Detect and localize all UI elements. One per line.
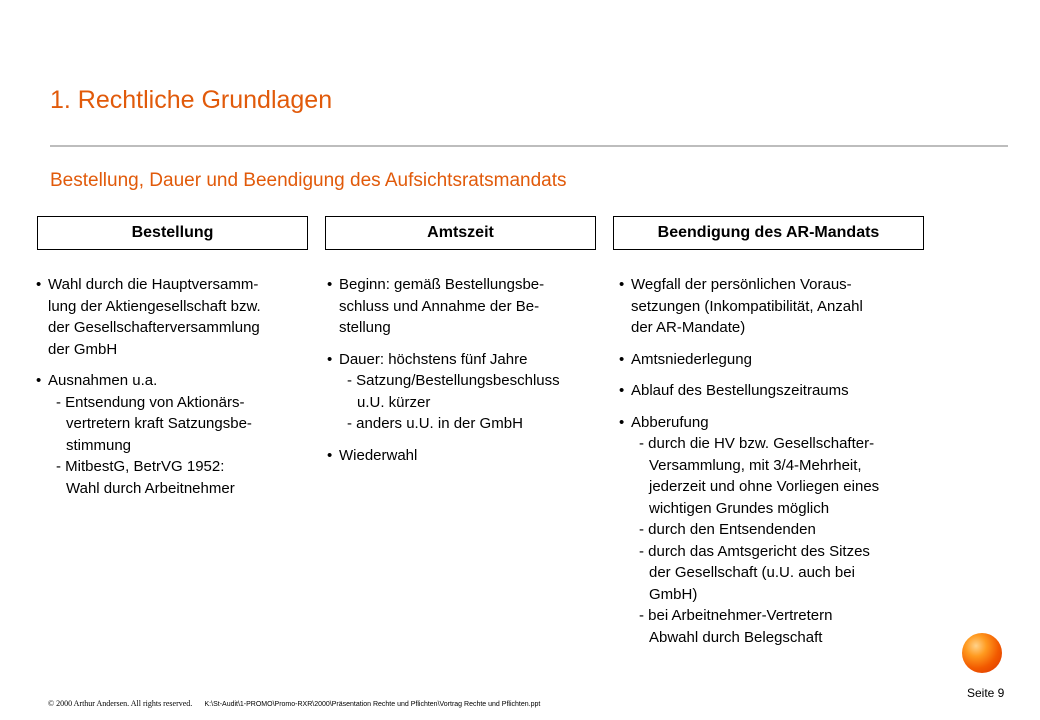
sub-item-line: vertretern kraft Satzungsbe- bbox=[66, 415, 252, 432]
column-beendigung bbox=[619, 274, 944, 658]
bullet-text bbox=[36, 274, 312, 296]
sub-item-line: - Satzung/Bestellungsbeschluss bbox=[347, 372, 560, 389]
sub-item-line: - Entsendung von Aktionärs- bbox=[56, 393, 245, 411]
bullet-text bbox=[619, 380, 944, 402]
sub-item-line: - durch die HV bzw. Gesellschafter- bbox=[639, 435, 875, 452]
footer-file-path: K:\St-Audit\1-PROMO\Promo-RXR\2000\Präsentation Rechte und Pflichten\Vortrag Rechte und Pflichten.ppt bbox=[204, 701, 541, 708]
sub-item-line: jederzeit und ohne Vorliegen eines bbox=[649, 478, 880, 495]
sub-item-line: stimmung bbox=[66, 436, 132, 454]
bullet-text-line: stellung bbox=[339, 319, 391, 336]
sub-item-line: Abwahl durch Belegschaft bbox=[649, 628, 823, 646]
title-divider bbox=[50, 145, 1008, 147]
bullet-item bbox=[619, 380, 944, 402]
sub-item-line: - anders u.U. in der GmbH bbox=[347, 415, 523, 432]
bullet-text-line: lung der Aktiengesellschaft bzw. bbox=[48, 297, 261, 315]
bullet-icon: • bbox=[619, 382, 625, 399]
page-title: 1. Rechtliche Grundlagen bbox=[50, 86, 333, 114]
sub-item-line: Versammlung, mit 3/4-Mehrheit, bbox=[649, 456, 862, 474]
sub-item-line: wichtigen Grundes möglich bbox=[649, 499, 830, 517]
bullet-text-line: Wiederwahl bbox=[339, 446, 418, 464]
bullet-icon: • bbox=[619, 350, 625, 368]
bullet-text bbox=[327, 274, 607, 296]
sub-item-line: u.U. kürzer bbox=[357, 393, 431, 411]
bullet-text-line: Amtsniederlegung bbox=[631, 350, 752, 368]
bullet-text bbox=[619, 274, 944, 296]
column-header-beendigung: Beendigung des AR-Mandats bbox=[613, 216, 924, 250]
bullet-icon: • bbox=[327, 350, 333, 368]
bullet-text-line: Ausnahmen u.a. bbox=[48, 372, 158, 389]
page-number: Seite 9 bbox=[967, 686, 1005, 700]
bullet-text-line: der Gesellschafterversammlung bbox=[48, 319, 260, 336]
sub-item-line: - durch den Entsendenden bbox=[639, 521, 816, 538]
sub-item-line: - MitbestG, BetrVG 1952: bbox=[56, 458, 225, 475]
sub-item-line: - bei Arbeitnehmer-Vertretern bbox=[639, 607, 833, 624]
bullet-text bbox=[327, 445, 607, 467]
column-header-amtszeit: Amtszeit bbox=[325, 216, 596, 250]
bullet-text-line: setzungen (Inkompatibilität, Anzahl bbox=[631, 297, 863, 315]
arthur-andersen-logo-icon bbox=[962, 633, 1002, 673]
bullet-item bbox=[327, 349, 607, 435]
bullet-text bbox=[36, 370, 312, 392]
bullet-icon: • bbox=[327, 276, 333, 293]
bullet-text-line: der AR-Mandate) bbox=[631, 319, 746, 336]
bullet-icon: • bbox=[327, 446, 333, 464]
bullet-text-line: Dauer: höchstens fünf Jahre bbox=[339, 350, 528, 368]
bullet-text bbox=[619, 349, 944, 371]
bullet-icon: • bbox=[36, 372, 42, 389]
footer bbox=[48, 699, 540, 708]
sub-item-line: - durch das Amtsgericht des Sitzes bbox=[639, 542, 870, 560]
page-subtitle: Bestellung, Dauer und Beendigung des Aufsichtsratsmandats bbox=[50, 170, 567, 191]
bullet-text-line: Wahl durch die Hauptversamm- bbox=[48, 276, 259, 293]
column-amtszeit bbox=[327, 274, 607, 476]
bullet-text-line: Wegfall der persönlichen Voraus- bbox=[631, 276, 852, 293]
bullet-icon: • bbox=[619, 413, 625, 431]
bullet-icon: • bbox=[619, 276, 625, 293]
sub-item-line: GmbH) bbox=[649, 585, 698, 603]
bullet-item bbox=[327, 274, 607, 339]
bullet-icon: • bbox=[36, 276, 42, 293]
bullet-item bbox=[36, 370, 312, 499]
column-bestellung bbox=[36, 274, 312, 509]
bullet-item bbox=[36, 274, 312, 360]
sub-item-line: Wahl durch Arbeitnehmer bbox=[66, 479, 235, 497]
bullet-item bbox=[619, 412, 944, 649]
bullet-text bbox=[619, 412, 944, 434]
footer-copyright: © 2000 Arthur Andersen. All rights reserved. bbox=[48, 699, 193, 708]
bullet-text-line: Beginn: gemäß Bestellungsbe- bbox=[339, 276, 545, 293]
bullet-item bbox=[619, 349, 944, 371]
bullet-text bbox=[327, 349, 607, 371]
column-header-bestellung: Bestellung bbox=[37, 216, 308, 250]
bullet-item bbox=[619, 274, 944, 339]
bullet-text-line: der GmbH bbox=[48, 340, 118, 358]
bullet-text-line: Abberufung bbox=[631, 413, 709, 431]
bullet-text-line: Ablauf des Bestellungszeitraums bbox=[631, 382, 849, 399]
sub-item-line: der Gesellschaft (u.U. auch bei bbox=[649, 564, 855, 581]
bullet-item bbox=[327, 445, 607, 467]
bullet-text-line: schluss und Annahme der Be- bbox=[339, 297, 540, 315]
